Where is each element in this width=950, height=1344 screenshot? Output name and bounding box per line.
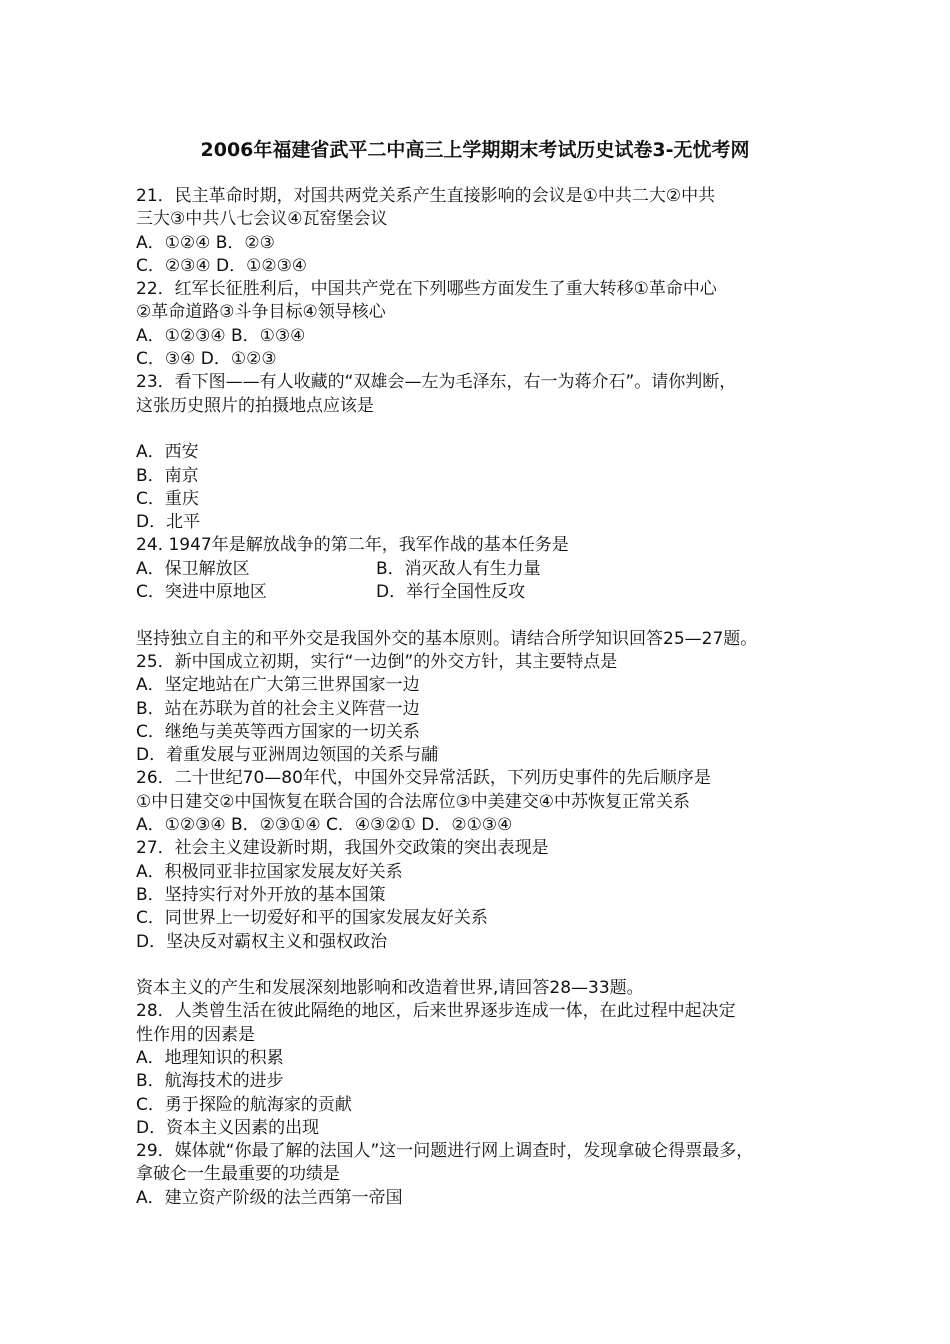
section-intro-25-27: 坚持独立自主的和平外交是我国外交的基本原则。请结合所学知识回答25—27题。 — [136, 628, 758, 649]
q25-option-b: B．站在苏联为首的社会主义阵营一边 — [136, 698, 420, 719]
q23-option-d: D．北平 — [136, 512, 201, 533]
q29-stem-line2: 拿破仑一生最重要的功绩是 — [136, 1164, 340, 1185]
q24-option-b: B．消灭敌人有生力量 — [376, 558, 541, 579]
q27-stem: 27．社会主义建设新时期，我国外交政策的突出表现是 — [136, 838, 549, 859]
q23-option-c: C．重庆 — [136, 488, 199, 509]
q25-option-c: C．继绝与美英等西方国家的一切关系 — [136, 721, 420, 742]
q25-stem: 25．新中国成立初期，实行“一边倒”的外交方针，其主要特点是 — [136, 651, 618, 672]
q23-stem-line1: 23．看下图——有人收藏的“双雄会—左为毛泽东，右一为蒋介石”。请你判断， — [136, 372, 737, 393]
q21-stem-line2: 三大③中共八七会议④瓦窑堡会议 — [136, 209, 388, 230]
q29-option-a: A．建立资产阶级的法兰西第一帝国 — [136, 1187, 403, 1208]
q28-stem-line1: 28．人类曾生活在彼此隔绝的地区，后来世界逐步连成一体，在此过程中起决定 — [136, 1001, 736, 1022]
q26-options: A．①②③④ B．②③①④ C．④③②① D．②①③④ — [136, 815, 513, 836]
q28-stem-line2: 性作用的因素是 — [136, 1024, 255, 1045]
q24-option-a: A．保卫解放区 — [136, 558, 250, 579]
spacer — [136, 604, 826, 627]
spacer — [136, 954, 826, 977]
spacer — [136, 418, 826, 441]
q27-option-b: B．坚持实行对外开放的基本国策 — [136, 884, 386, 905]
q23-stem-line2: 这张历史照片的拍摄地点应该是 — [136, 395, 374, 416]
q24-option-c: C．突进中原地区 — [136, 582, 267, 603]
q21-options-ab: A．①②④ B．②③ — [136, 232, 275, 253]
section-intro-28-33: 资本主义的产生和发展深刻地影响和改造着世界,请回答28—33题。 — [136, 978, 644, 999]
q22-stem-line1: 22．红军长征胜利后，中国共产党在下列哪些方面发生了重大转移①革命中心 — [136, 279, 717, 300]
q24-options-row2 — [136, 581, 826, 604]
q22-options-ab: A．①②③④ B．①③④ — [136, 325, 306, 346]
exam-content — [136, 185, 826, 1210]
q23-option-a: A．西安 — [136, 442, 199, 463]
q25-option-a: A．坚定地站在广大第三世界国家一边 — [136, 675, 420, 696]
q28-option-c: C．勇于探险的航海家的贡献 — [136, 1094, 352, 1115]
q23-option-b: B．南京 — [136, 465, 199, 486]
q27-option-c: C．同世界上一切爱好和平的国家发展友好关系 — [136, 908, 488, 929]
q22-stem-line2: ②革命道路③斗争目标④领导核心 — [136, 302, 386, 323]
q27-option-a: A．积极同亚非拉国家发展友好关系 — [136, 861, 403, 882]
q25-option-d: D．着重发展与亚洲周边领国的关系与鬴 — [136, 745, 439, 766]
q24-stem: 24. 1947年是解放战争的第二年，我军作战的基本任务是 — [136, 535, 569, 556]
q28-option-d: D．资本主义因素的出现 — [136, 1117, 320, 1138]
q21-stem-line1: 21．民主革命时期，对国共两党关系产生直接影响的会议是①中共二大②中共 — [136, 186, 716, 206]
q22-options-cd: C．③④ D．①②③ — [136, 349, 277, 370]
q29-stem-line1: 29．媒体就“你最了解的法国人”这一问题进行网上调查时，发现拿破仑得票最多， — [136, 1141, 754, 1162]
q21-options-cd: C．②③④ D．①②③④ — [136, 255, 308, 276]
q24-option-d: D．举行全国性反攻 — [376, 582, 526, 603]
q28-option-b: B．航海技术的进步 — [136, 1071, 284, 1092]
q24-options-row1 — [136, 558, 826, 581]
q28-option-a: A．地理知识的积累 — [136, 1047, 284, 1068]
q26-items: ①中日建交②中国恢复在联合国的合法席位③中美建交④中苏恢复正常关系 — [136, 791, 690, 812]
q26-stem: 26．二十世纪70—80年代，中国外交异常活跃，下列历史事件的先后顺序是 — [136, 768, 711, 789]
page-title: 2006年福建省武平二中高三上学期期末考试历史试卷3-无忧考网 — [200, 139, 750, 161]
q27-option-d: D．坚决反对霸权主义和强权政治 — [136, 931, 388, 952]
